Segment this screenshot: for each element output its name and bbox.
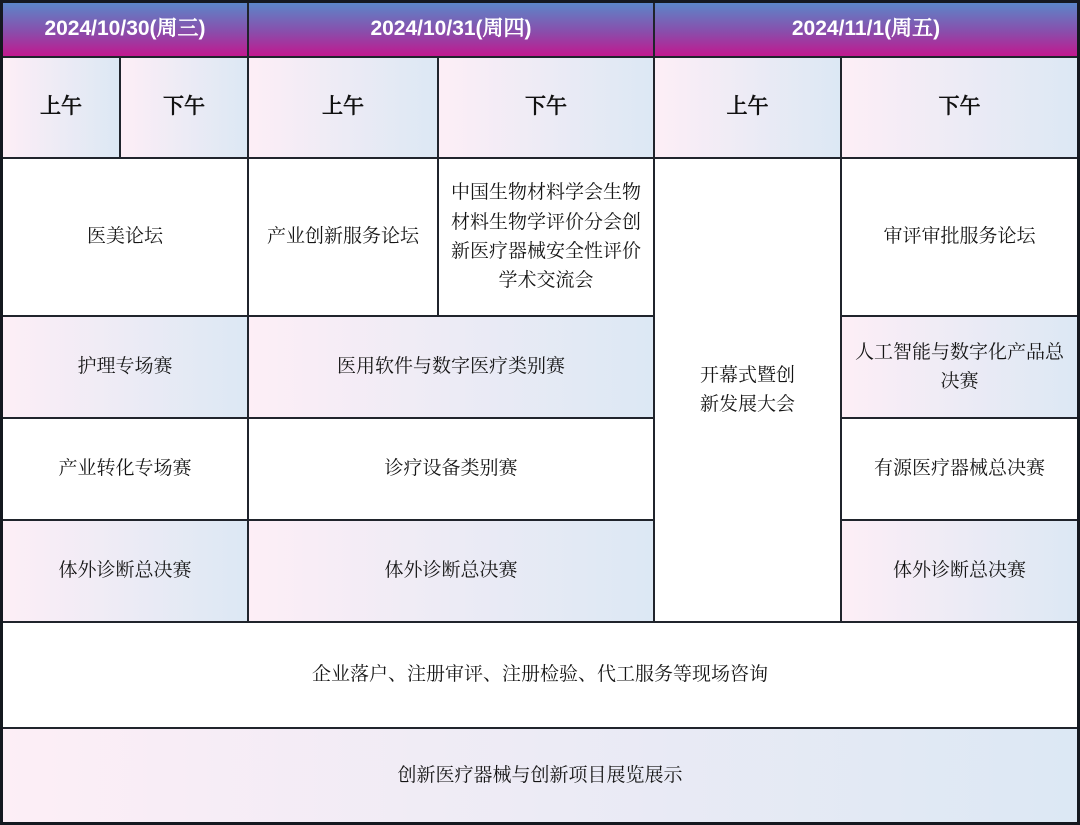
event-cell-active-medical-device-finals <box>842 419 1077 521</box>
event-cell-industry-transformation-competition <box>3 419 249 521</box>
event-label: 有源医疗器械总决赛 <box>873 458 1045 480</box>
am-label: 上午 <box>726 95 769 119</box>
event-label: 中国生物材料学会生物材料生物学评价分会创新医疗器械安全性评价学术交流会 <box>450 182 641 292</box>
date-header-day2 <box>249 3 655 58</box>
subheader-day1-am <box>3 58 121 159</box>
event-label: 审评审批服务论坛 <box>883 226 1036 248</box>
date-label: 2024/10/30(周三) <box>44 17 206 41</box>
event-cell-medical-aesthetics-forum <box>3 159 249 317</box>
event-label: 体外诊断总决赛 <box>892 560 1026 582</box>
date-label: 2024/11/1(周五) <box>791 17 941 41</box>
event-cell-industry-innovation-service-forum <box>249 159 439 317</box>
event-label: 护理专场赛 <box>77 356 173 378</box>
event-label: 创新医疗器械与创新项目展览展示 <box>397 764 683 786</box>
event-cell-medical-software-digital-health-category <box>249 317 655 419</box>
event-cell-opening-ceremony <box>655 159 842 623</box>
event-label: 诊疗设备类别赛 <box>384 458 518 480</box>
subheader-day1-pm <box>121 58 249 159</box>
subheader-day3-am <box>655 58 842 159</box>
date-header-day1 <box>3 3 249 58</box>
event-cell-review-approval-service-forum <box>842 159 1077 317</box>
event-cell-ivd-finals-day2 <box>249 521 655 623</box>
am-label: 上午 <box>322 95 364 119</box>
date-header-day3 <box>655 3 1077 58</box>
subheader-day2-pm <box>439 58 655 159</box>
event-label: 开幕式暨创新发展大会 <box>699 364 795 415</box>
event-label: 企业落户、注册审评、注册检验、代工服务等现场咨询 <box>311 664 768 686</box>
subheader-day3-pm <box>842 58 1077 159</box>
event-cell-ivd-finals-day1 <box>3 521 249 623</box>
event-cell-innovation-exhibition <box>3 729 1077 822</box>
event-cell-onsite-consultation <box>3 623 1077 729</box>
event-label: 医美论坛 <box>86 226 163 248</box>
event-label: 体外诊断总决赛 <box>58 560 192 582</box>
event-cell-nursing-special-competition <box>3 317 249 419</box>
event-label: 产业创新服务论坛 <box>266 226 419 248</box>
event-label: 医用软件与数字医疗类别赛 <box>336 356 565 378</box>
date-label: 2024/10/31(周四) <box>370 17 532 41</box>
pm-label: 下午 <box>525 95 567 119</box>
event-cell-biomaterials-society-exchange <box>439 159 655 317</box>
event-label: 人工智能与数字化产品总决赛 <box>854 341 1064 392</box>
event-label: 产业转化专场赛 <box>58 458 192 480</box>
pm-label: 下午 <box>938 95 981 119</box>
subheader-day2-am <box>249 58 439 159</box>
event-cell-diagnostic-treatment-equipment-category <box>249 419 655 521</box>
event-label: 体外诊断总决赛 <box>384 560 518 582</box>
event-cell-ivd-finals-day3 <box>842 521 1077 623</box>
pm-label: 下午 <box>163 95 205 119</box>
am-label: 上午 <box>40 95 82 119</box>
event-cell-ai-digital-product-finals <box>842 317 1077 419</box>
